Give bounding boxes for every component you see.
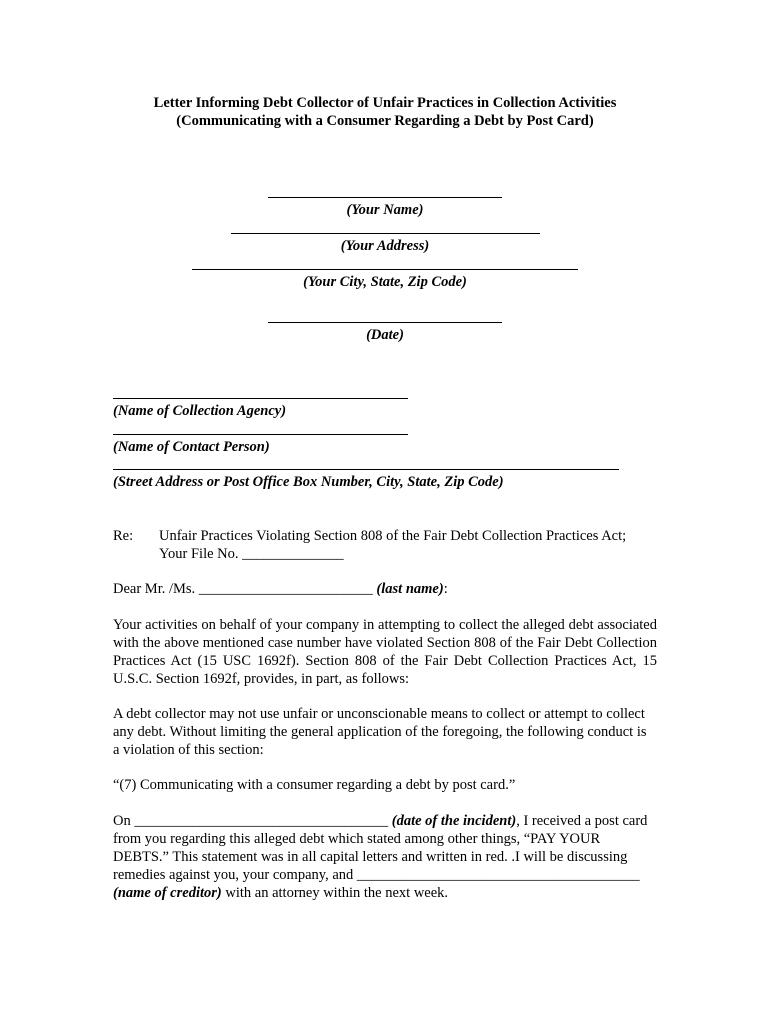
incident-text: , I received a post card from you regarding this alleged debt which stated among other things, “PAY YOUR DEBTS.” This statement was in all capital letters and written in red. .I will be discussing remedies against you, your company, and _______________________________________ — [113, 813, 648, 883]
title-line-1: Letter Informing Debt Collector of Unfair Practices in Collection Activities — [153, 95, 617, 111]
date-caption: (Date) — [366, 327, 404, 343]
last-name-field: (last name) — [376, 581, 444, 597]
incident-suffix: with an attorney within the next week. — [221, 885, 449, 901]
re-line-2: Your File No. ______________ — [159, 546, 344, 562]
street-line[interactable] — [113, 469, 619, 470]
incident-prefix: On ___________________________________ — [113, 813, 392, 829]
title-line-2: (Communicating with a Consumer Regarding a Debt by Post Card) — [176, 113, 594, 129]
contact-caption: (Name of Contact Person) — [113, 439, 270, 455]
body-paragraph-1: Your activities on behalf of your company in attempting to collect the alleged debt associated with the above mentioned case number have violated Section 808 of the Fair Debt Collection Practices Act (15 USC 1692f). Section 808 of the Fair Debt Collection Practices Act, 15 U.S.C. Section 1692f, provides, in part, as follows: — [113, 617, 657, 687]
creditor-name-field: (name of creditor) — [113, 885, 222, 901]
agency-caption: (Name of Collection Agency) — [113, 403, 287, 419]
street-caption: (Street Address or Post Office Box Number, City, State, Zip Code) — [113, 474, 504, 490]
re-line-1: Unfair Practices Violating Section 808 of the Fair Debt Collection Practices Act; — [159, 528, 627, 544]
body-paragraph-2: A debt collector may not use unfair or unconscionable means to collect or attempt to collect any debt. Without limiting the general application of the foregoing, the following conduct is a violation of this section: — [113, 706, 647, 758]
quote-paragraph: “(7) Communicating with a consumer regarding a debt by post card.” — [113, 777, 516, 793]
your-name-caption: (Your Name) — [346, 202, 424, 218]
your-name-line[interactable] — [268, 197, 502, 198]
salutation-prefix: Dear Mr. /Ms. ________________________ — [113, 581, 377, 597]
your-address-line[interactable] — [231, 233, 540, 234]
re-label: Re: — [113, 528, 134, 544]
body-paragraph-4 — [113, 812, 657, 902]
agency-line[interactable] — [113, 398, 408, 399]
salutation — [113, 580, 448, 598]
salutation-suffix: : — [443, 581, 448, 597]
your-address-caption: (Your Address) — [340, 238, 430, 254]
incident-date-field: (date of the incident) — [391, 813, 517, 829]
your-city-line[interactable] — [192, 269, 578, 270]
contact-line[interactable] — [113, 434, 408, 435]
date-line[interactable] — [268, 322, 502, 323]
your-city-caption: (Your City, State, Zip Code) — [303, 274, 467, 290]
